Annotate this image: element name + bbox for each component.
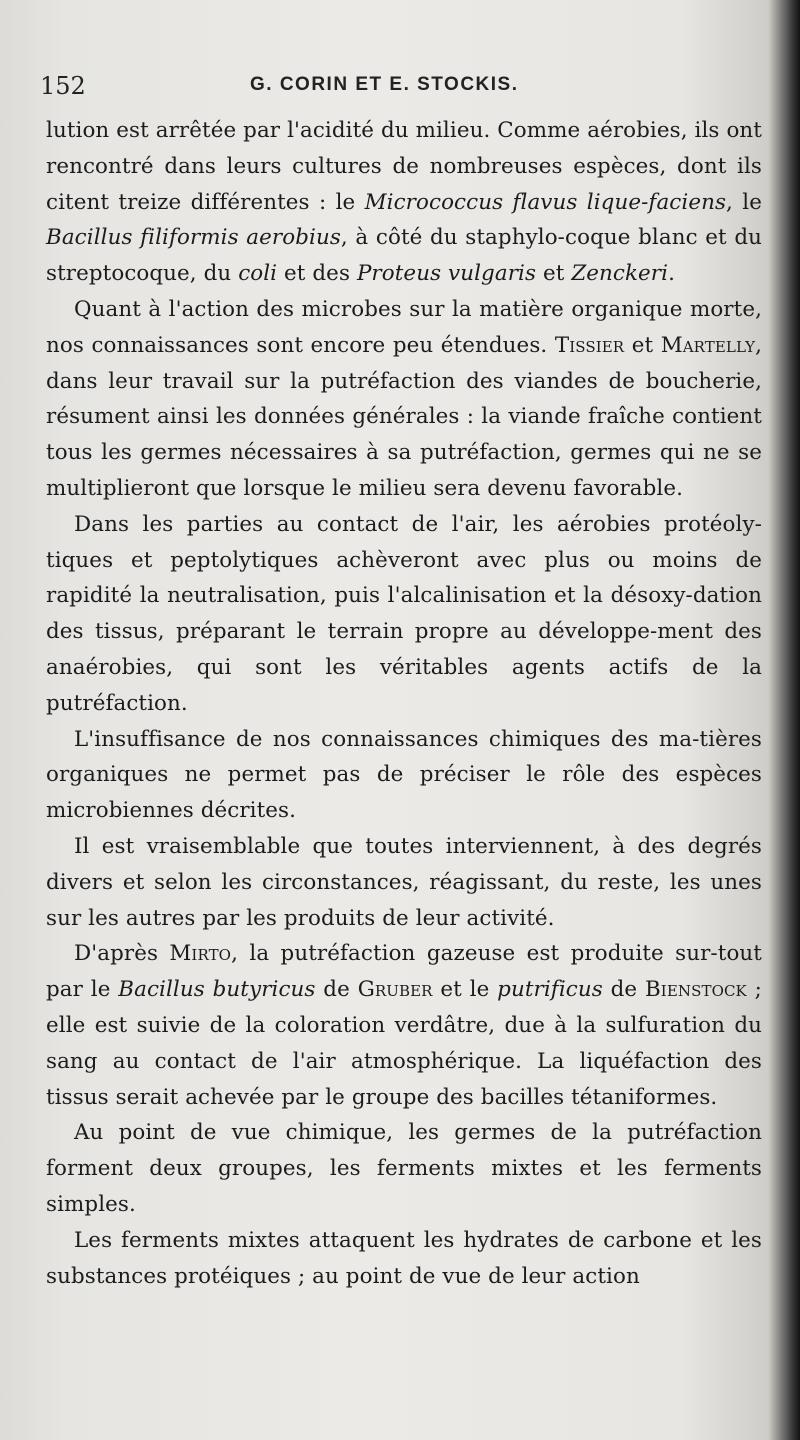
- text-run: , dans leur travail sur la putréfaction des viandes de boucherie, résument ainsi les données générales : la viande fraîche contient tous les germes nécessaires à sa putréfaction, germes qui ne se multiplieront que lorsque le milieu sera devenu favorable.: [46, 332, 762, 501]
- body-text: [46, 113, 762, 1294]
- text-run: Les ferments mixtes attaquent les hydrates de carbone et les substances protéiques ; au point de vue de leur action: [46, 1227, 762, 1289]
- species-name: Micrococcus flavus lique-faciens: [364, 189, 727, 215]
- text-run: et: [536, 261, 572, 287]
- paragraph-3: [46, 507, 762, 722]
- text-run: , la putréfaction gazeuse est produite sur-tout par le: [46, 941, 762, 1003]
- text-run: D'après: [74, 941, 170, 967]
- text-run: , le: [726, 189, 762, 215]
- author-name: Gruber: [357, 977, 433, 1003]
- species-name: Bacillus filiformis aerobius: [46, 225, 341, 251]
- species-name: putrificus: [497, 977, 603, 1003]
- species-name: Zenckeri: [571, 261, 669, 287]
- text-run: L'insuffisance de nos connaissances chimiques des ma-tières organiques ne permet pas de préciser le rôle des espèces microbiennes décrites.: [46, 726, 762, 824]
- running-head: G. CORIN ET E. STOCKIS.: [250, 74, 519, 95]
- paragraph-8: [46, 1223, 762, 1295]
- paragraph-2: [46, 292, 762, 507]
- author-name: Martelly: [660, 332, 756, 358]
- species-name: Bacillus butyricus: [118, 977, 316, 1003]
- text-run: ; elle est suivie de la coloration verdâtre, due à la sulfuration du sang au contact de l'air atmosphérique. La liquéfaction des tissus serait achevée par le groupe des bacilles tétaniformes.: [46, 977, 762, 1110]
- text-run: de: [602, 977, 645, 1003]
- text-run: .: [668, 261, 675, 287]
- text-run: Dans les parties au contact de l'air, les aérobies protéoly-tiques et peptolytiques achèveront avec plus ou moins de rapidité la neutralisation, puis l'alcalinisation et la désoxy-dation des tissus, préparant le terrain propre au développe-ment des anaérobies, qui sont les véritables agents actifs de la putréfaction.: [46, 511, 762, 716]
- author-name: Tissier: [554, 332, 625, 358]
- page-header: [0, 72, 800, 108]
- species-name: Proteus vulgaris: [356, 261, 537, 287]
- text-run: Quant à l'action des microbes sur la matière organique morte, nos connaissances sont encore peu étendues.: [46, 296, 762, 358]
- text-run: et le: [432, 977, 498, 1003]
- page-number: 152: [40, 72, 86, 100]
- text-run: de: [315, 977, 358, 1003]
- paragraph-7: [46, 1115, 762, 1222]
- paragraph-4: [46, 722, 762, 829]
- author-name: Mirto: [169, 941, 232, 967]
- text-run: Il est vraisemblable que toutes interviennent, à des degrés divers et selon les circonstances, réagissant, du reste, les unes sur les autres par les produits de leur activité.: [46, 833, 762, 931]
- text-run: lution est arrêtée par l'acidité du milieu. Comme aérobies, ils ont rencontré dans leurs cultures de nombreuses espèces, dont ils citent treize différentes : le: [46, 118, 762, 215]
- text-run: et: [624, 332, 661, 358]
- paragraph-6: [46, 936, 762, 1115]
- text-run: Au point de vue chimique, les germes de la putréfaction forment deux groupes, les ferments mixtes et les ferments simples.: [46, 1120, 762, 1217]
- text-run: , à côté du staphylo-coque blanc et du streptocoque, du: [46, 225, 762, 287]
- species-name: coli: [238, 261, 278, 287]
- paragraph-1: [46, 113, 762, 292]
- author-name: Bienstock: [644, 977, 747, 1003]
- paragraph-5: [46, 829, 762, 936]
- text-run: et des: [277, 261, 357, 287]
